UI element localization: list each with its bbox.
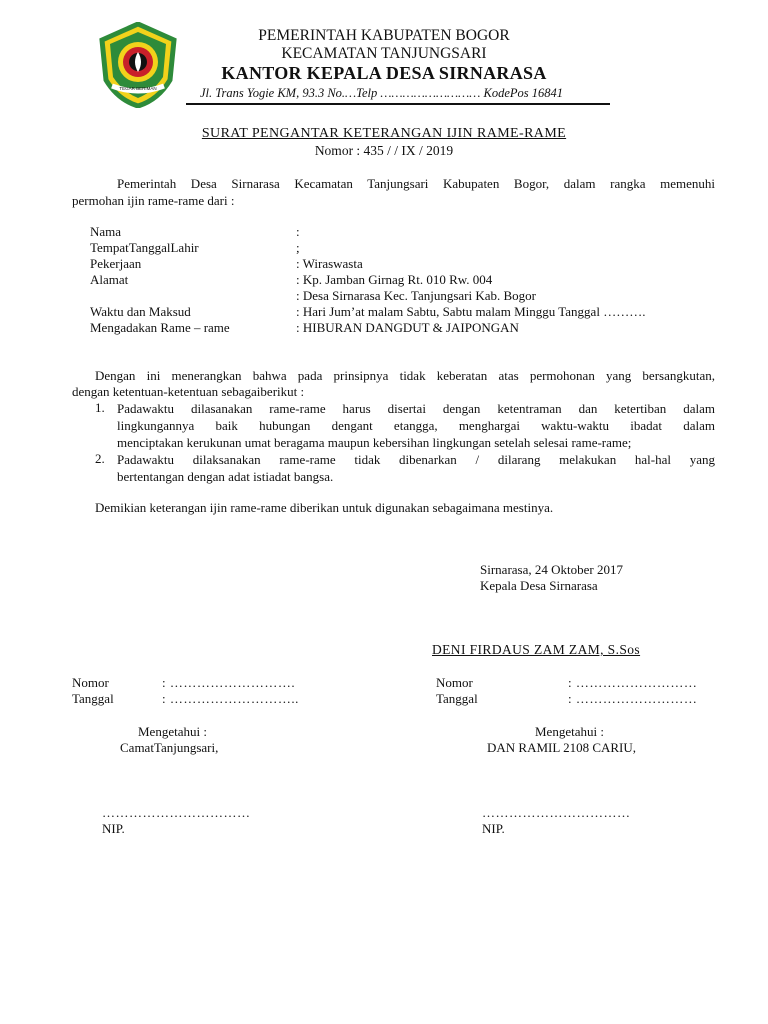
body-line-1: Dengan ini menerangkan bahwa pada prinsipnya tidak keberatan atas permohonan yang bersangkutan, xyxy=(95,368,715,383)
list-item-1-number: 1. xyxy=(95,400,105,415)
header-government: PEMERINTAH KABUPATEN BOGOR xyxy=(258,27,510,44)
registry-left-nomor-label: Nomor xyxy=(72,675,109,690)
body-line-2: dengan ketentuan-ketentuan sebagaiberikut : xyxy=(72,384,305,399)
field-job-value: : Wiraswasta xyxy=(296,256,363,271)
registry-right-tanggal-label: Tanggal xyxy=(436,691,478,706)
registry-left-tanggal-label: Tanggal xyxy=(72,691,114,706)
field-name-label: Nama xyxy=(90,224,122,239)
field-event-value: : HIBURAN DANGDUT & JAIPONGAN xyxy=(296,320,519,335)
registry-left-tanggal-value: : ……………………….. xyxy=(162,691,299,706)
approval-left-office: CamatTanjungsari, xyxy=(120,740,219,755)
signer-position: Kepala Desa Sirnarasa xyxy=(480,578,598,593)
approval-right-heading: Mengetahui : xyxy=(535,724,604,739)
signer-name: DENI FIRDAUS ZAM ZAM, S.Sos xyxy=(432,642,641,657)
header-divider xyxy=(186,103,610,105)
field-address-value-2: : Desa Sirnarasa Kec. Tanjungsari Kab. Bogor xyxy=(296,288,537,303)
field-time-label: Waktu dan Maksud xyxy=(90,304,191,319)
intro-line-2: permohan ijin rame-rame dari : xyxy=(72,193,235,208)
list-item-1-line-2: lingkungannya baik hubungan dengant etangga, menghargai waktu-waktu ibadat dalam xyxy=(117,418,715,433)
approval-left-heading: Mengetahui : xyxy=(138,724,207,739)
field-name-value: : xyxy=(296,224,300,239)
header-office: KANTOR KEPALA DESA SIRNARASA xyxy=(221,63,547,83)
header-address: Jl. Trans Yogie KM, 93.3 No.…Telp ……………………… KodePos 16841 xyxy=(200,86,564,100)
logo-motto: TEGAR BERIMAN xyxy=(119,86,157,91)
registry-right-tanggal-value: : ……………………… xyxy=(568,691,698,706)
field-birth-value: ; xyxy=(296,240,300,255)
list-item-2-line-2: bertentangan dengan adat istiadat bangsa. xyxy=(117,469,334,484)
intro-line-1: Pemerintah Desa Sirnarasa Kecamatan Tanjungsari Kabupaten Bogor, dalam rangka memenuhi xyxy=(117,176,715,191)
approval-right-office: DAN RAMIL 2108 CARIU, xyxy=(487,740,637,755)
approval-left-nip: NIP. xyxy=(102,821,125,836)
registry-right-nomor-value: : ……………………… xyxy=(568,675,698,690)
field-address-value: : Kp. Jamban Girnag Rt. 010 Rw. 004 xyxy=(296,272,493,287)
registry-left-nomor-value: : ………………………. xyxy=(162,675,296,690)
field-time-value: : Hari Jum’at malam Sabtu, Sabtu malam Minggu Tanggal ………. xyxy=(296,304,646,319)
place-date: Sirnarasa, 24 Oktober 2017 xyxy=(480,562,623,577)
field-address-label: Alamat xyxy=(90,272,129,287)
approval-right-nip: NIP. xyxy=(482,821,505,836)
letter-number: Nomor : 435 / / IX / 2019 xyxy=(314,143,454,158)
list-item-2-line-1: Padawaktu dilaksanakan rame-rame tidak dibenarkan / dilarang melakukan hal-hal yang xyxy=(117,452,715,467)
approval-right-signature-line: …………………………… xyxy=(482,805,631,820)
field-birth-label: TempatTanggalLahir xyxy=(90,240,199,255)
list-item-1-line-3: menciptakan kerukunan umat beragama maupun kebersihan lingkungan setelah selesai rame-rame; xyxy=(117,435,632,450)
approval-left-signature-line: …………………………… xyxy=(102,805,251,820)
header-district: KECAMATAN TANJUNGSARI xyxy=(281,45,487,62)
field-event-label: Mengadakan Rame – rame xyxy=(90,320,230,335)
list-item-1-line-1: Padawaktu dilasanakan rame-rame harus disertai dengan ketentraman dan ketertiban dalam xyxy=(117,401,715,416)
letter-title: SURAT PENGANTAR KETERANGAN IJIN RAME-RAME xyxy=(201,126,567,141)
closing-statement: Demikian keterangan ijin rame-rame diberikan untuk digunakan sebagaimana mestinya. xyxy=(95,500,554,515)
field-job-label: Pekerjaan xyxy=(90,256,142,271)
list-item-2-number: 2. xyxy=(95,451,105,466)
registry-right-nomor-label: Nomor xyxy=(436,675,473,690)
